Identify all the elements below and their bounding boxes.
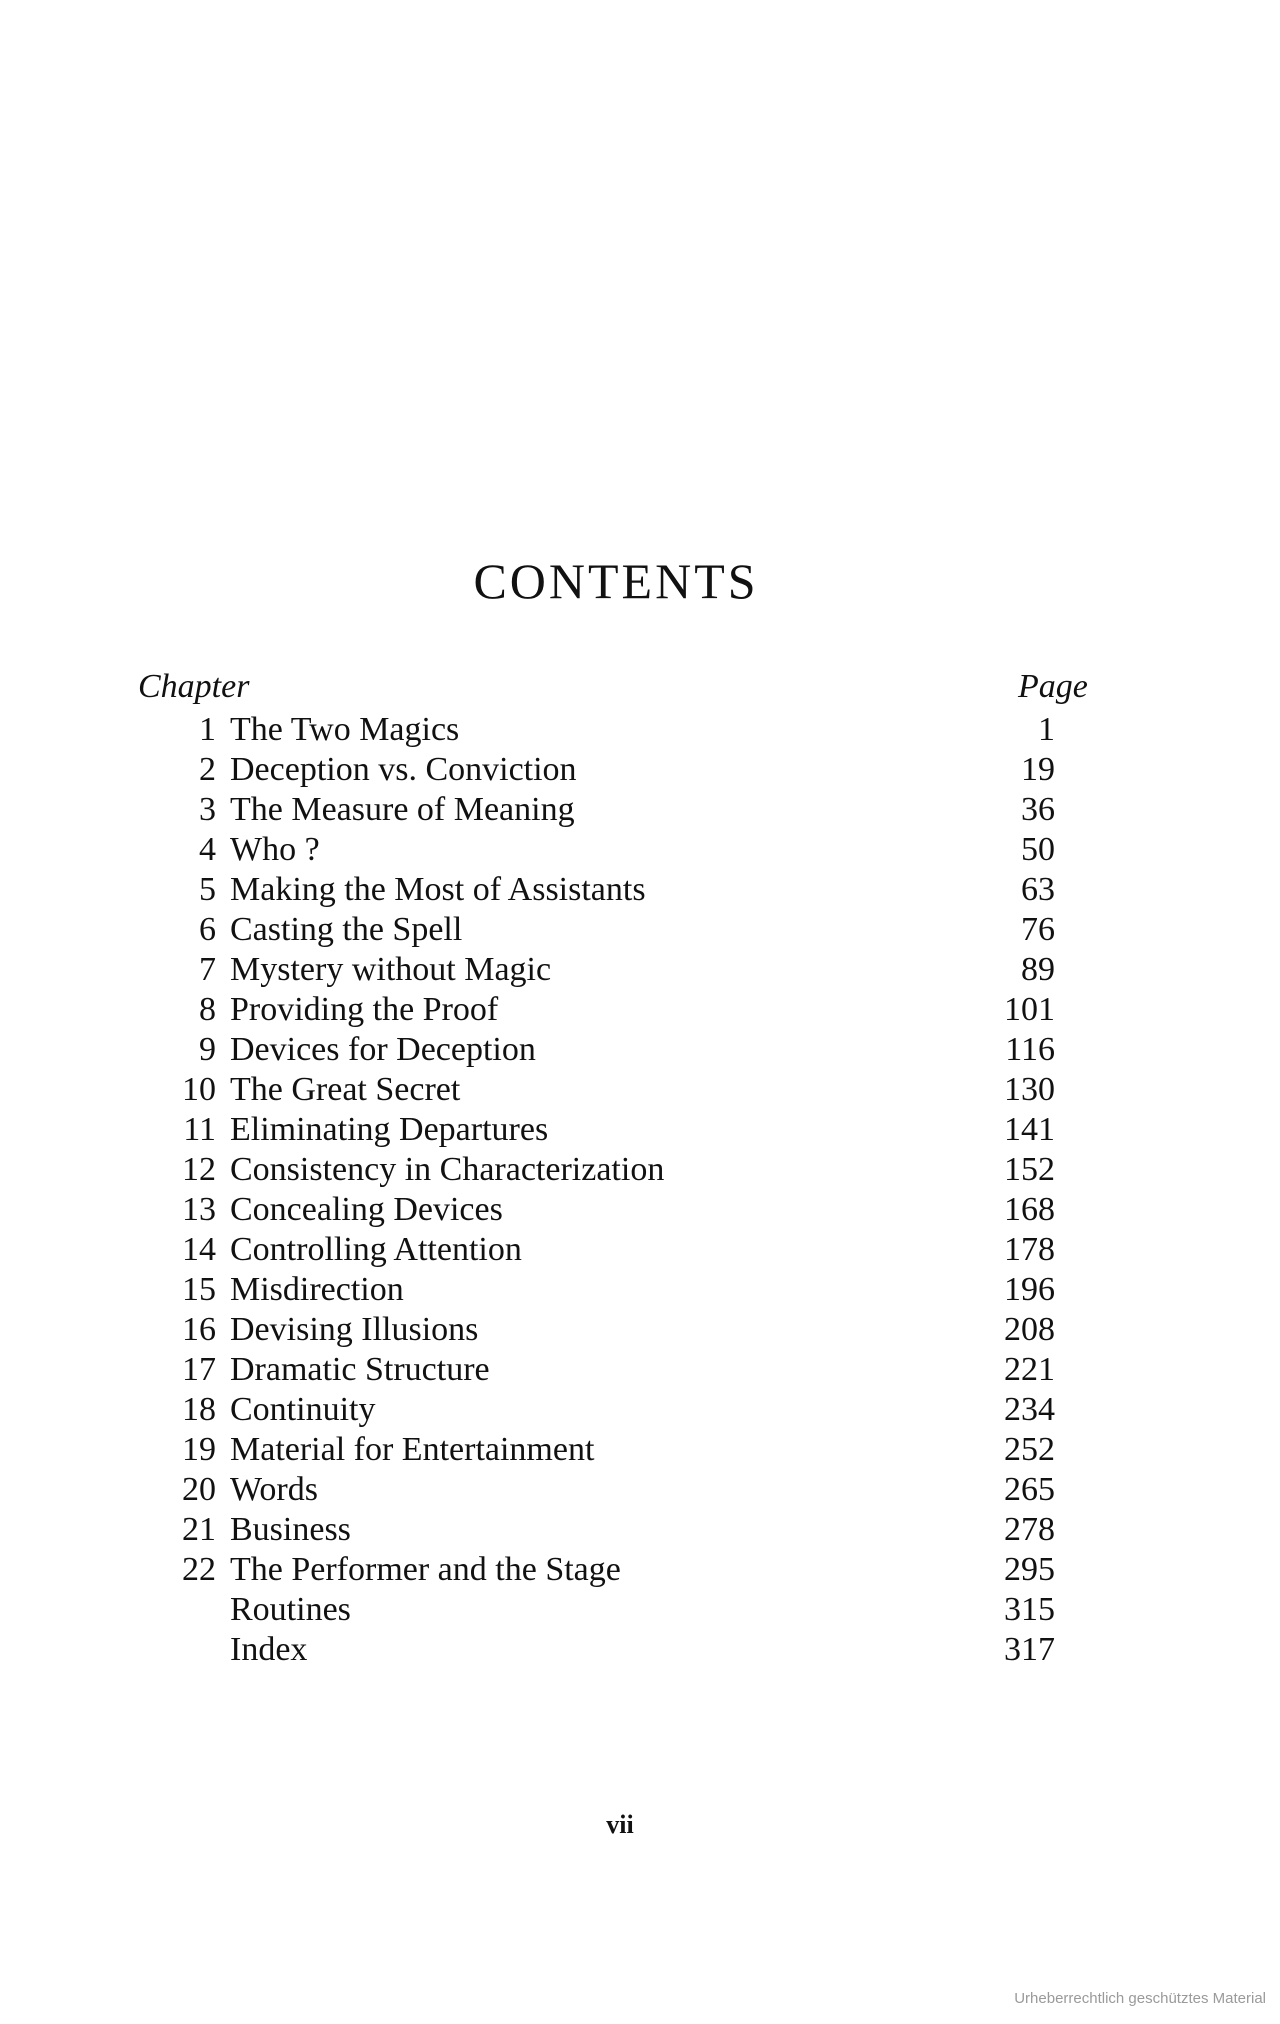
chapter-title: Dramatic Structure bbox=[230, 1351, 490, 1388]
chapter-title: The Great Secret bbox=[230, 1071, 461, 1108]
chapter-number: 12 bbox=[182, 1151, 216, 1188]
toc-entry bbox=[0, 750, 1280, 790]
page-number: 178 bbox=[1004, 1231, 1055, 1268]
toc-entry bbox=[0, 910, 1280, 950]
chapter-title: Devising Illusions bbox=[230, 1311, 479, 1348]
toc-entry bbox=[0, 1190, 1280, 1230]
chapter-title: Continuity bbox=[230, 1391, 376, 1428]
chapter-title: Concealing Devices bbox=[230, 1191, 503, 1228]
page-number: 168 bbox=[1004, 1191, 1055, 1228]
page-number: 152 bbox=[1004, 1151, 1055, 1188]
toc-entry bbox=[0, 1110, 1280, 1150]
chapter-title: Index bbox=[230, 1631, 308, 1668]
chapter-title: Casting the Spell bbox=[230, 911, 463, 948]
chapter-number: 15 bbox=[182, 1271, 216, 1308]
toc-entry bbox=[0, 1350, 1280, 1390]
page-number: 221 bbox=[1004, 1351, 1055, 1388]
page-number: 1 bbox=[1038, 711, 1055, 748]
chapter-number: 7 bbox=[199, 951, 216, 988]
toc-entry bbox=[0, 1310, 1280, 1350]
chapter-number: 18 bbox=[182, 1391, 216, 1428]
toc-entry bbox=[0, 1630, 1280, 1670]
page-number: 278 bbox=[1004, 1511, 1055, 1548]
chapter-title: Devices for Deception bbox=[230, 1031, 536, 1068]
page-number: 141 bbox=[1004, 1111, 1055, 1148]
copyright-watermark: Urheberrechtlich geschütztes Material bbox=[1014, 1990, 1266, 2007]
chapter-number: 9 bbox=[199, 1031, 216, 1068]
chapter-column-header: Chapter bbox=[138, 668, 250, 705]
chapter-title: The Two Magics bbox=[230, 711, 460, 748]
chapter-number: 5 bbox=[199, 871, 216, 908]
toc-entry bbox=[0, 1550, 1280, 1590]
chapter-title: The Measure of Meaning bbox=[230, 791, 575, 828]
toc-entry bbox=[0, 1070, 1280, 1110]
chapter-number: 14 bbox=[182, 1231, 216, 1268]
page-number: 196 bbox=[1004, 1271, 1055, 1308]
chapter-title: Routines bbox=[230, 1591, 351, 1628]
toc-entry bbox=[0, 1510, 1280, 1550]
chapter-number: 4 bbox=[199, 831, 216, 868]
toc-entry bbox=[0, 1270, 1280, 1310]
toc-entry bbox=[0, 1230, 1280, 1270]
page-column-header: Page bbox=[1018, 668, 1088, 705]
chapter-title: Deception vs. Conviction bbox=[230, 751, 577, 788]
chapter-number: 17 bbox=[182, 1351, 216, 1388]
chapter-title: Misdirection bbox=[230, 1271, 404, 1308]
page-number: 89 bbox=[1021, 951, 1055, 988]
chapter-title: Material for Entertainment bbox=[230, 1431, 595, 1468]
chapter-title: Words bbox=[230, 1471, 318, 1508]
page-number: 295 bbox=[1004, 1551, 1055, 1588]
chapter-title: Consistency in Characterization bbox=[230, 1151, 665, 1188]
page-number: 19 bbox=[1021, 751, 1055, 788]
chapter-title: Eliminating Departures bbox=[230, 1111, 549, 1148]
toc-entry bbox=[0, 990, 1280, 1030]
page-number: 265 bbox=[1004, 1471, 1055, 1508]
page-number: 315 bbox=[1004, 1591, 1055, 1628]
chapter-title: Who ? bbox=[230, 831, 320, 868]
chapter-number: 19 bbox=[182, 1431, 216, 1468]
page-number: 50 bbox=[1021, 831, 1055, 868]
folio-page-number: vii bbox=[606, 1810, 634, 1839]
page-title: CONTENTS bbox=[473, 553, 759, 609]
toc-entry bbox=[0, 1390, 1280, 1430]
chapter-number: 11 bbox=[183, 1111, 216, 1148]
chapter-number: 2 bbox=[199, 751, 216, 788]
page-number: 252 bbox=[1004, 1431, 1055, 1468]
toc-entry bbox=[0, 790, 1280, 830]
chapter-title: Providing the Proof bbox=[230, 991, 499, 1028]
chapter-number: 21 bbox=[182, 1511, 216, 1548]
chapter-title: Making the Most of Assistants bbox=[230, 871, 646, 908]
page-number: 116 bbox=[1005, 1031, 1055, 1068]
toc-entry bbox=[0, 950, 1280, 990]
page-number: 208 bbox=[1004, 1311, 1055, 1348]
toc-entry bbox=[0, 1590, 1280, 1630]
toc-entry bbox=[0, 1030, 1280, 1070]
toc-entry bbox=[0, 1150, 1280, 1190]
chapter-title: Controlling Attention bbox=[230, 1231, 522, 1268]
chapter-number: 22 bbox=[182, 1551, 216, 1588]
chapter-number: 8 bbox=[199, 991, 216, 1028]
toc-entry bbox=[0, 830, 1280, 870]
chapter-number: 10 bbox=[182, 1071, 216, 1108]
chapter-title: The Performer and the Stage bbox=[230, 1551, 621, 1588]
page-number: 63 bbox=[1021, 871, 1055, 908]
page-number: 234 bbox=[1004, 1391, 1055, 1428]
chapter-title: Mystery without Magic bbox=[230, 951, 552, 988]
chapter-number: 1 bbox=[199, 711, 216, 748]
page-number: 36 bbox=[1021, 791, 1055, 828]
chapter-number: 20 bbox=[182, 1471, 216, 1508]
toc-entry bbox=[0, 1430, 1280, 1470]
page-number: 130 bbox=[1004, 1071, 1055, 1108]
chapter-number: 6 bbox=[199, 911, 216, 948]
page-number: 76 bbox=[1021, 911, 1055, 948]
page-number: 101 bbox=[1004, 991, 1055, 1028]
page-number: 317 bbox=[1004, 1631, 1055, 1668]
table-of-contents bbox=[0, 710, 1280, 1670]
chapter-title: Business bbox=[230, 1511, 351, 1548]
chapter-number: 13 bbox=[182, 1191, 216, 1228]
chapter-number: 3 bbox=[199, 791, 216, 828]
chapter-number: 16 bbox=[182, 1311, 216, 1348]
toc-entry bbox=[0, 710, 1280, 750]
toc-entry bbox=[0, 870, 1280, 910]
toc-entry bbox=[0, 1470, 1280, 1510]
